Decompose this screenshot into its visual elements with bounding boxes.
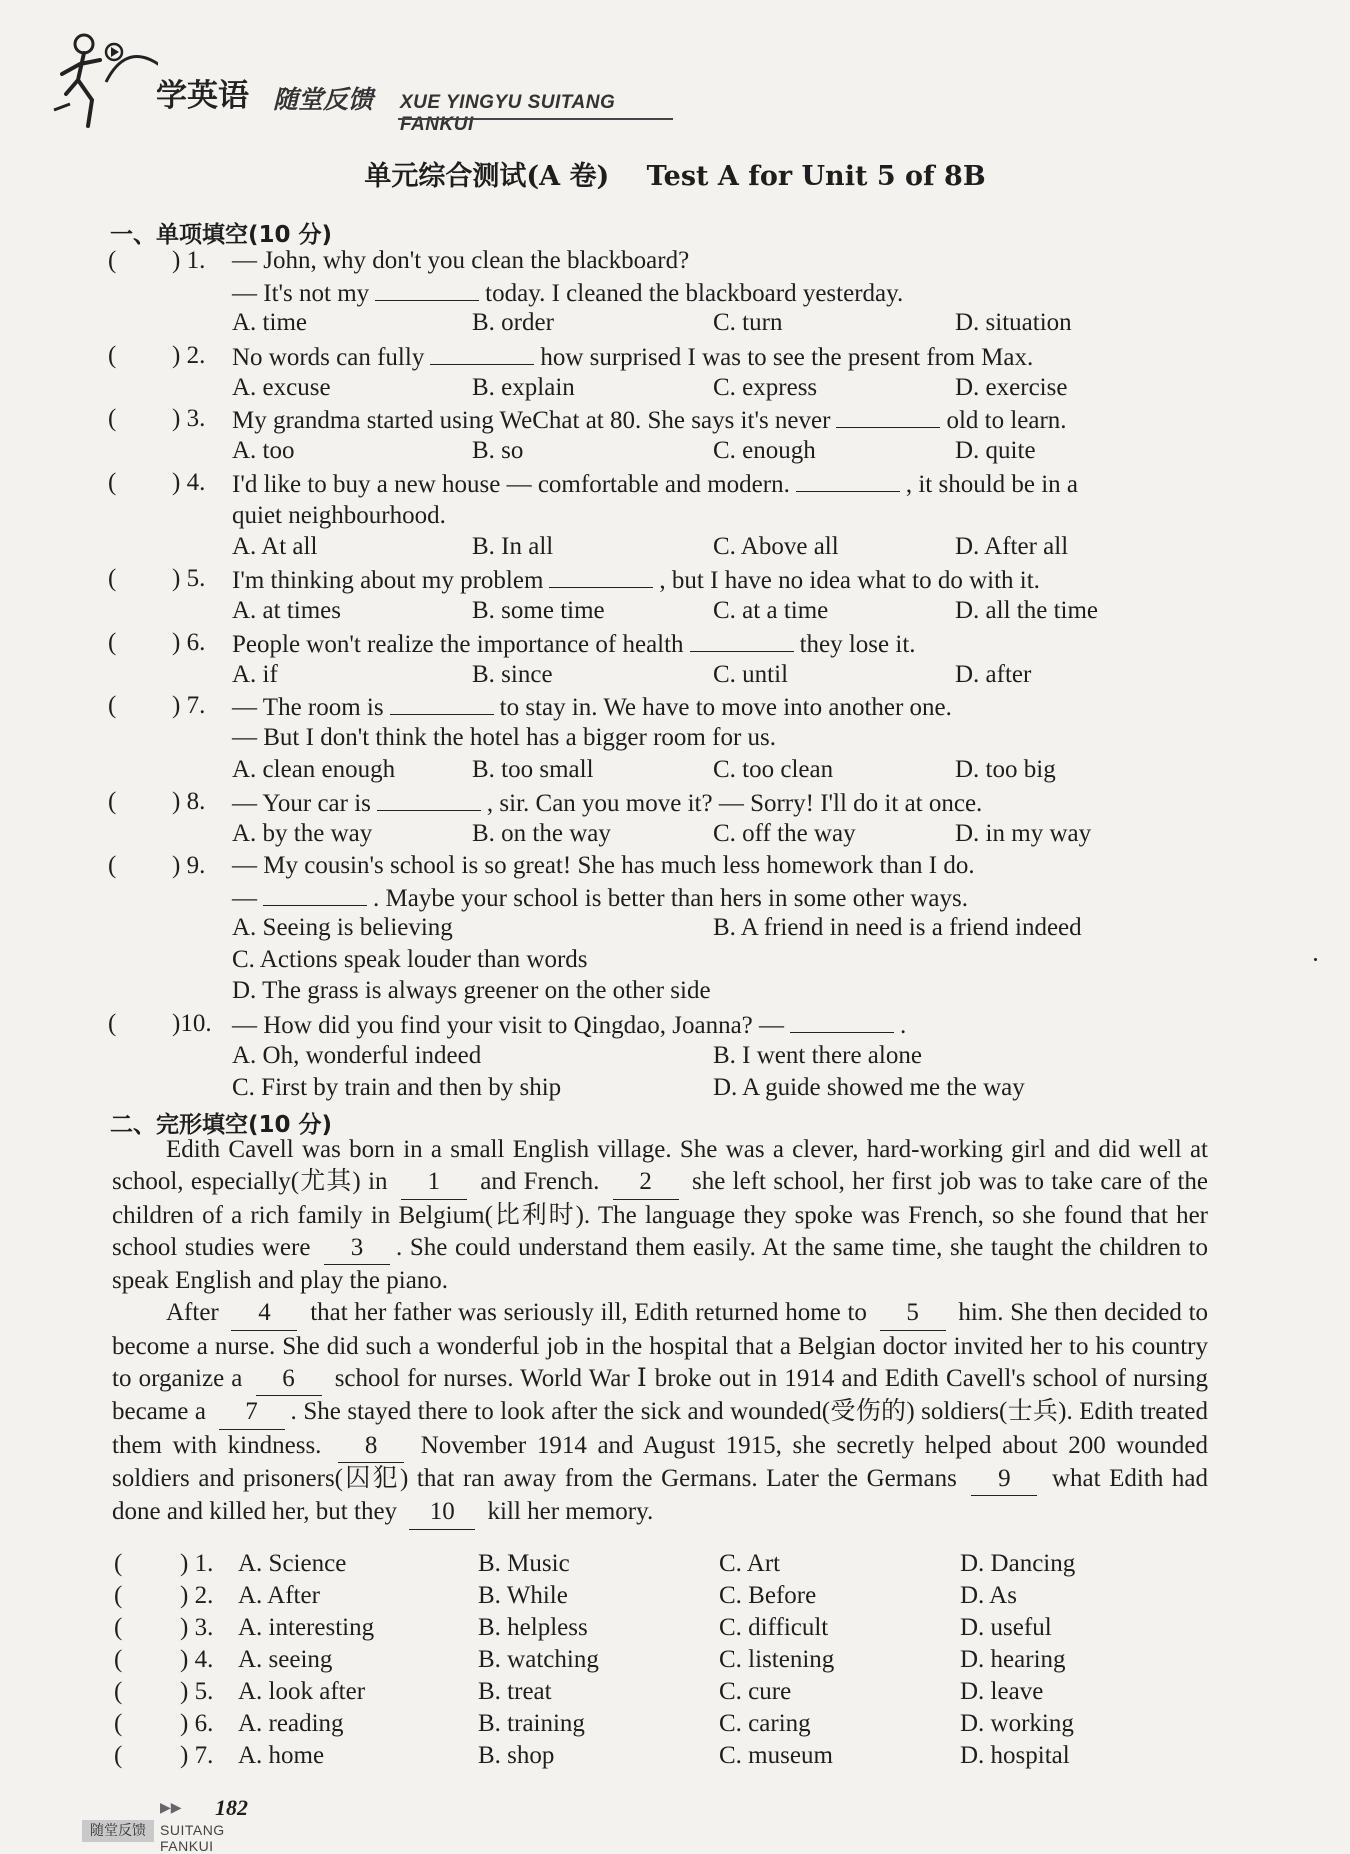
question-number: ) 1. [172, 247, 206, 274]
text-segment: November 1914 and August 1915, she secretly helped about 200 wounded soldiers and prisoners(囚犯) that ran away from the Germans. Later the Germans [112, 1431, 1209, 1492]
option-c: C. enough [713, 437, 816, 464]
option-d: D. Dancing [960, 1550, 1076, 1577]
footer-arrow-icon: ▶▶ [160, 1800, 182, 1816]
answer-bracket[interactable]: ( [108, 405, 117, 432]
option-b: B. shop [478, 1742, 555, 1769]
footer-label-cn: 随堂反馈 [82, 1820, 154, 1842]
text-segment: — Your car is [232, 790, 371, 817]
option-c: C. listening [719, 1646, 835, 1673]
option-d: D. hospital [960, 1742, 1070, 1769]
answer-blank[interactable] [430, 342, 534, 365]
option-a: A. look after [238, 1678, 366, 1705]
option-b: B. too small [472, 756, 594, 783]
text-segment: that her father was seriously ill, Edith returned home to [310, 1299, 867, 1327]
text-segment: school for nurses. World War Ⅰ broke out in 1914 and Edith Cavell's school of nursing became a [112, 1365, 1209, 1426]
option-b: B. explain [472, 374, 575, 401]
answer-bracket[interactable]: ( [114, 1646, 123, 1673]
text-segment: , it should be in a [905, 471, 1079, 498]
option-a: A. by the way [232, 820, 373, 847]
option-a: A. too [232, 437, 295, 464]
brand-english: XUE YINGYU SUITANG FANKUI [400, 92, 616, 135]
option-a: A. After [238, 1582, 320, 1609]
answer-blank[interactable] [836, 405, 940, 428]
option-b: B. A friend in need is a friend indeed [713, 914, 1082, 941]
answer-bracket[interactable]: ( [114, 1550, 123, 1577]
answer-bracket[interactable]: ( [108, 469, 117, 496]
option-d: D. After all [955, 533, 1069, 560]
option-c: C. Above all [713, 533, 839, 560]
question-number: ) 4. [180, 1646, 214, 1673]
text-segment: they lose it. [799, 631, 916, 658]
answer-bracket[interactable]: ( [108, 247, 117, 274]
cloze-blank-3[interactable]: 3 [324, 1232, 390, 1265]
question-text [232, 405, 1067, 435]
answer-bracket[interactable]: ( [108, 629, 117, 656]
cloze-blank-9[interactable]: 9 [971, 1463, 1037, 1496]
option-b: B. watching [478, 1646, 599, 1673]
stray-dot [1314, 958, 1317, 961]
cloze-blank-7[interactable]: 7 [219, 1396, 285, 1429]
answer-blank[interactable] [549, 565, 653, 588]
option-a: A. interesting [238, 1614, 375, 1641]
cloze-blank-8[interactable]: 8 [338, 1430, 404, 1463]
header [48, 26, 648, 136]
question-number: ) 1. [180, 1550, 214, 1577]
text-segment: to stay in. We have to move into another one. [499, 694, 952, 721]
answer-bracket[interactable]: ( [114, 1742, 123, 1769]
text-segment: kill her memory. [487, 1498, 654, 1526]
text-segment: — [232, 885, 257, 912]
question-text [232, 788, 982, 818]
page-title [0, 154, 1350, 193]
question-number: )10. [172, 1010, 212, 1037]
question-text [232, 278, 903, 308]
option-d: D. hearing [960, 1646, 1066, 1673]
text-segment: — It's not my [232, 280, 370, 307]
text-segment: and French. [480, 1168, 600, 1196]
text-segment: . [900, 1012, 907, 1039]
footer-bar [82, 1820, 282, 1854]
question-number: ) 2. [172, 342, 206, 369]
option-c: C. First by train and then by ship [232, 1074, 562, 1101]
text-segment: . Maybe your school is better than hers in some other ways. [373, 885, 969, 912]
section-1-heading: 一、单项填空(10 分) [110, 222, 333, 248]
option-c: C. Before [719, 1582, 817, 1609]
title-chinese: 单元综合测试(A 卷) [364, 161, 610, 192]
question-number: ) 6. [180, 1710, 214, 1737]
option-a: A. if [232, 661, 278, 688]
text-segment: , sir. Can you move it? — Sorry! I'll do it at once. [486, 790, 983, 817]
text-segment: — How did you find your visit to Qingdao, Joanna? — [232, 1012, 785, 1039]
header-underline [398, 118, 673, 120]
question-text [232, 565, 1040, 595]
option-d: D. A guide showed me the way [713, 1074, 1025, 1101]
text-segment: My grandma started using WeChat at 80. She says it's never [232, 407, 831, 434]
option-b: B. Music [478, 1550, 570, 1577]
question-text [232, 1010, 906, 1040]
option-c: C. Art [719, 1550, 781, 1577]
option-b: B. helpless [478, 1614, 588, 1641]
option-a: A. at times [232, 597, 342, 624]
answer-bracket[interactable]: ( [114, 1710, 123, 1737]
footer-label-en: SUITANG FANKUI [160, 1822, 225, 1854]
option-c: C. cure [719, 1678, 792, 1705]
option-d: D. quite [955, 437, 1036, 464]
page-number: 182 [215, 1795, 248, 1820]
option-d: D. exercise [955, 374, 1068, 401]
question-number: ) 6. [172, 629, 206, 656]
cloze-blank-4[interactable]: 4 [231, 1297, 297, 1330]
text-segment: Edith Cavell was born in a small English village. She was a clever, hard-working girl and did well at school, especially(尤其) in [112, 1136, 1208, 1196]
option-d: D. The grass is always greener on the other side [232, 977, 711, 1004]
option-b: B. I went there alone [713, 1042, 922, 1069]
cloze-blank-6[interactable]: 6 [256, 1363, 322, 1396]
option-c: C. at a time [713, 597, 829, 624]
question-number: ) 4. [172, 469, 206, 496]
text-segment: — The room is [232, 694, 384, 721]
option-c: C. until [713, 661, 789, 688]
option-b: B. treat [478, 1678, 552, 1705]
cloze-blank-10[interactable]: 10 [409, 1496, 475, 1529]
question-text [232, 469, 1078, 499]
option-b: B. While [478, 1582, 568, 1609]
option-d: D. in my way [955, 820, 1092, 847]
question-text [232, 629, 916, 659]
question-text: — John, why don't you clean the blackboard? [232, 247, 690, 274]
option-b: B. since [472, 661, 553, 688]
question-text [232, 342, 1033, 372]
option-c: C. Actions speak louder than words [232, 946, 588, 973]
question-number: ) 5. [180, 1678, 214, 1705]
text-segment: . She could understand them easily. At the same time, she taught the children to speak English and play the piano. [112, 1233, 1209, 1295]
cloze-passage [112, 1134, 1208, 1530]
option-d: D. leave [960, 1678, 1044, 1705]
title-english: Test A for Unit 5 of 8B [646, 161, 986, 192]
question-number: ) 7. [180, 1742, 214, 1769]
option-b: B. training [478, 1710, 585, 1737]
question-number: ) 2. [180, 1582, 214, 1609]
option-b: B. some time [472, 597, 605, 624]
option-c: C. museum [719, 1742, 833, 1769]
answer-bracket[interactable]: ( [108, 788, 117, 815]
option-d: D. too big [955, 756, 1056, 783]
answer-bracket[interactable]: ( [114, 1614, 123, 1641]
option-c: C. too clean [713, 756, 834, 783]
option-a: A. At all [232, 533, 318, 560]
option-a: A. clean enough [232, 756, 396, 783]
answer-bracket[interactable]: ( [108, 342, 117, 369]
answer-blank[interactable] [377, 788, 481, 811]
cloze-blank-1[interactable]: 1 [401, 1166, 467, 1199]
option-a: A. Seeing is believing [232, 914, 453, 941]
text-segment: old to learn. [946, 407, 1067, 434]
option-c: C. express [713, 374, 818, 401]
option-a: A. Oh, wonderful indeed [232, 1042, 482, 1069]
option-a: A. Science [238, 1550, 347, 1577]
question-number: ) 7. [172, 692, 206, 719]
question-number: ) 5. [172, 565, 206, 592]
option-a: A. excuse [232, 374, 331, 401]
text-segment: how surprised I was to see the present from Max. [540, 344, 1034, 371]
answer-blank[interactable] [796, 469, 900, 492]
question-text: — But I don't think the hotel has a bigger room for us. [232, 724, 777, 751]
question-text: quiet neighbourhood. [232, 502, 446, 529]
option-c: C. caring [719, 1710, 811, 1737]
text-segment: him. She then decided to become a nurse. She did such a wonderful job in the hospital that a Belgian doctor invited her to his country to organize a [112, 1299, 1209, 1393]
option-a: A. home [238, 1742, 325, 1769]
option-b: B. so [472, 437, 524, 464]
answer-bracket[interactable]: ( [108, 852, 117, 879]
question-number: ) 3. [172, 405, 206, 432]
answer-bracket[interactable]: ( [108, 692, 117, 719]
cloze-blank-2[interactable]: 2 [613, 1166, 679, 1199]
option-d: D. situation [955, 309, 1072, 336]
option-d: D. useful [960, 1614, 1052, 1641]
text-segment: People won't realize the importance of health [232, 631, 684, 658]
cloze-blank-5[interactable]: 5 [880, 1297, 946, 1330]
option-c: C. difficult [719, 1614, 829, 1641]
answer-blank[interactable] [690, 629, 794, 652]
question-number: ) 9. [172, 852, 206, 879]
option-d: D. all the time [955, 597, 1099, 624]
option-a: A. reading [238, 1710, 344, 1737]
section-2-heading: 二、完形填空(10 分) [110, 1112, 333, 1138]
question-number: ) 8. [172, 788, 206, 815]
text-segment: I'd like to buy a new house — comfortable and modern. [232, 471, 790, 498]
option-d: D. working [960, 1710, 1074, 1737]
text-segment: what Edith had done and killed her, but they [112, 1464, 1208, 1526]
answer-blank[interactable] [790, 1010, 894, 1033]
answer-bracket[interactable]: ( [114, 1678, 123, 1705]
question-text: — My cousin's school is so great! She has much less homework than I do. [232, 852, 975, 879]
text-segment: I'm thinking about my problem [232, 567, 544, 594]
option-b: B. order [472, 309, 554, 336]
option-a: A. seeing [238, 1646, 333, 1673]
text-segment: No words can fully [232, 344, 425, 371]
option-c: C. off the way [713, 820, 856, 847]
option-d: D. As [960, 1582, 1017, 1609]
text-segment: she left school, her first job was to take care of the children of a rich family in Belgium(比利时). The language they spoke was French, so she found that her school studies were [112, 1168, 1208, 1261]
answer-blank[interactable] [375, 278, 479, 301]
question-text [232, 883, 968, 913]
answer-bracket[interactable]: ( [108, 565, 117, 592]
brand-chinese: 学英语 [156, 78, 249, 114]
question-number: ) 3. [180, 1614, 214, 1641]
text-segment: , but I have no idea what to do with it. [659, 567, 1040, 594]
text-segment: . She stayed there to look after the sick and wounded(受伤的) soldiers(士兵). Edith treated them with kindness. [112, 1398, 1209, 1459]
text-segment: today. I cleaned the blackboard yesterday. [485, 280, 904, 307]
question-text [232, 692, 952, 722]
option-b: B. on the way [472, 820, 611, 847]
answer-bracket[interactable]: ( [114, 1582, 123, 1609]
option-b: B. In all [472, 533, 554, 560]
runner-logo-icon [48, 30, 158, 130]
option-d: D. after [955, 661, 1032, 688]
answer-blank[interactable] [390, 692, 494, 715]
answer-bracket[interactable]: ( [108, 1010, 117, 1037]
answer-blank[interactable] [263, 883, 367, 906]
option-a: A. time [232, 309, 307, 336]
option-c: C. turn [713, 309, 783, 336]
brand-chinese-2: 随堂反馈 [273, 85, 374, 114]
text-segment: After [166, 1299, 219, 1327]
